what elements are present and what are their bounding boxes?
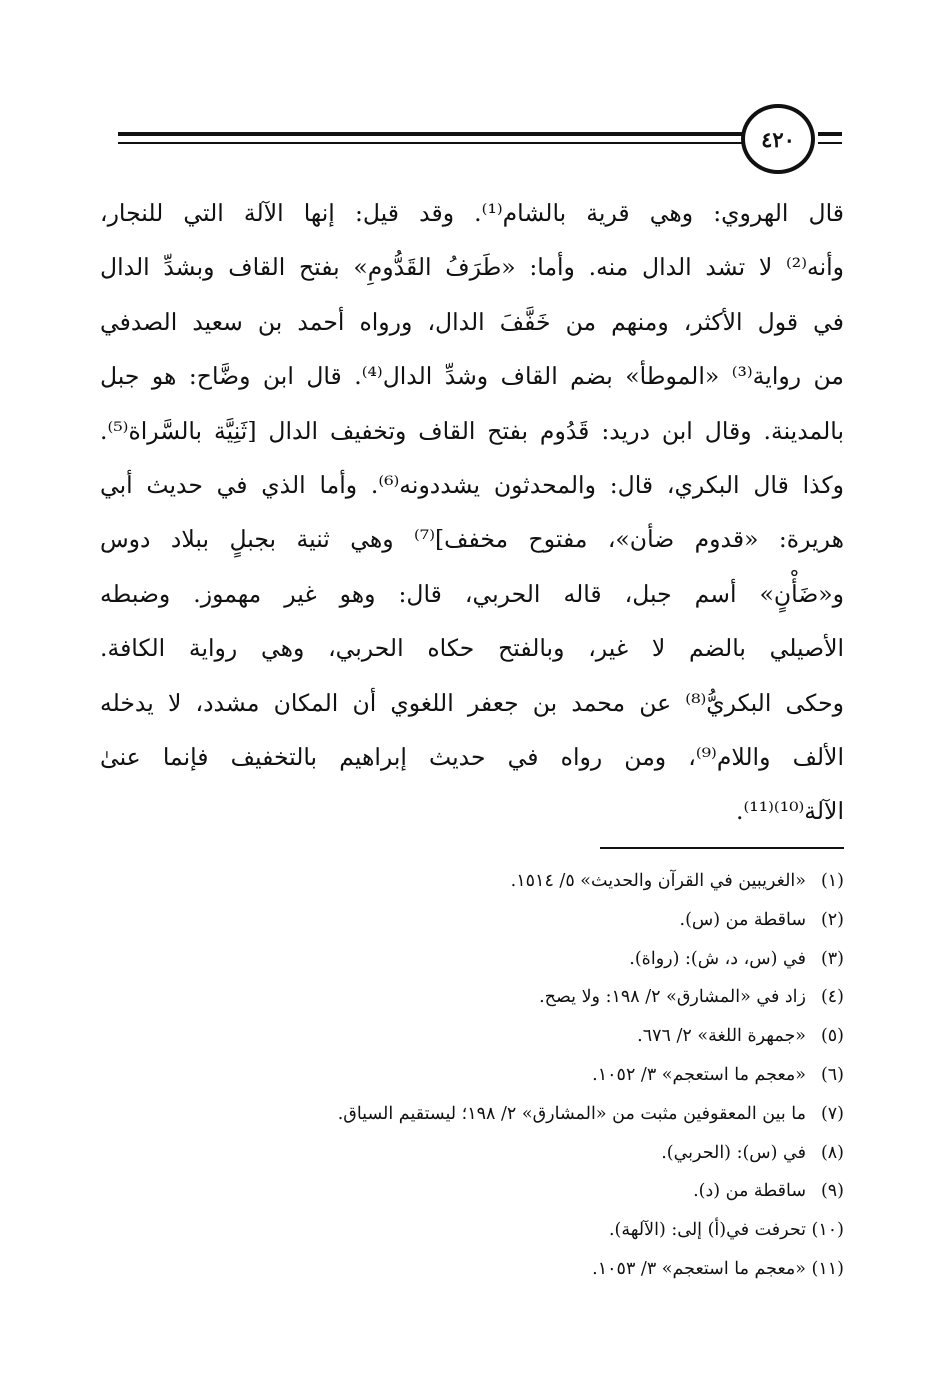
text-line: و«ضَأْنٍ» أسم جبل، قاله الحربي، قال: وهو غير مهموز. وضبطه	[100, 579, 844, 608]
footnote-text: ساقطة من (س).	[679, 909, 806, 930]
text-line: وأنه⁽²⁾ لا تشد الدال منه. وأما: «طَرَفُ القَدُّومِ» بفتح القاف وبشدِّ الدال	[100, 253, 844, 282]
text-line: وحكى البكريُّ⁽⁸⁾ عن محمد بن جعفر اللغوي أن المكان مشدد، لا يدخله	[100, 688, 844, 717]
page-number-badge	[741, 104, 815, 174]
footnote-text: في (س، د، ش): (رواة).	[629, 948, 806, 969]
footnote-number: (٧)	[820, 1103, 844, 1124]
footnote-text: في (س): (الحربي).	[661, 1142, 806, 1163]
footnote-number: (٩)	[820, 1181, 844, 1202]
main-text	[100, 186, 844, 839]
footnote-number: (٤)	[820, 987, 844, 1008]
footnote-item	[240, 1250, 844, 1289]
page-number: ٤٢٠	[761, 126, 795, 152]
footnote-text: «معجم ما استعجم» ٣/ ١٠٥٣.	[592, 1258, 806, 1279]
text-line: وكذا قال البكري، قال: والمحدثون يشددونه⁽⁶⁾. وأما الذي في حديث أبي	[100, 470, 844, 499]
text-line: الألف واللام⁽⁹⁾، ومن رواه في حديث إبراهيم بالتخفيف فإنما عنىٰ	[100, 742, 844, 771]
footnote-item	[240, 1211, 844, 1250]
text-line: بالمدينة. وقال ابن دريد: قَدُوم بفتح القاف وتخفيف الدال [ثَنِيَّة بالسَّراة⁽⁵⁾.	[100, 416, 844, 445]
text-line: قال الهروي: وهي قرية بالشام⁽¹⁾. وقد قيل: إنها الآلة التي للنجار،	[100, 199, 844, 227]
footnote-item	[240, 1172, 844, 1211]
footnote-number: (٦)	[820, 1064, 844, 1085]
footnote-text: ساقطة من (د).	[693, 1181, 806, 1202]
footnote-text: زاد في «المشارق» ٢/ ١٩٨: ولا يصح.	[539, 987, 806, 1008]
footnote-text: «الغريبين في القرآن والحديث» ٥/ ١٥١٤.	[510, 871, 806, 891]
header-rule-thick	[118, 132, 748, 136]
footnote-text: «معجم ما استعجم» ٣/ ١٠٥٢.	[592, 1064, 806, 1085]
header-rule-tail-thick	[818, 132, 842, 136]
footnote-number: (١٠)	[811, 1220, 844, 1241]
footnote-number: (٥)	[820, 1026, 844, 1047]
footnote-text: «جمهرة اللغة» ٢/ ٦٧٦.	[637, 1026, 806, 1047]
footnote-number: (٨)	[820, 1142, 844, 1163]
header-rule-thin	[118, 142, 748, 144]
footnote-number: (٢)	[820, 909, 844, 930]
footnote-text: ما بين المعقوفين مثبت من «المشارق» ٢/ ١٩٨؛ ليستقيم السياق.	[337, 1103, 806, 1124]
footnote-item	[240, 1017, 844, 1056]
text-line: في قول الأكثر، ومنهم من خَفَّفَ الدال، ورواه أحمد بن سعيد الصدفي	[100, 307, 844, 336]
footnote-item	[240, 978, 844, 1017]
footnote-text: تحرفت في(أ) إلى: (الآلهة).	[608, 1220, 806, 1241]
footnote-item	[240, 1056, 844, 1095]
footnote-item	[240, 940, 844, 979]
text-line: الأصيلي بالضم لا غير، وبالفتح حكاه الحربي، وهي رواية الكافة.	[100, 634, 844, 663]
footnote-item	[240, 1095, 844, 1134]
footnote-separator	[600, 847, 844, 849]
text-line: من رواية⁽³⁾ «الموطأ» بضم القاف وشدِّ الدال⁽⁴⁾. قال ابن وضَّاح: هو جبل	[100, 362, 844, 391]
footnote-item	[240, 1134, 844, 1173]
footnote-number: (١)	[820, 871, 844, 891]
footnote-item	[240, 901, 844, 940]
text-line: الآلة⁽¹⁰⁾⁽¹¹⁾.	[736, 797, 844, 826]
footnote-number: (٣)	[820, 948, 844, 969]
header-rule-tail-thin	[818, 142, 842, 144]
footnote-item	[240, 862, 844, 901]
footnote-number: (١١)	[811, 1258, 844, 1279]
footnotes	[240, 862, 844, 1289]
text-line: هريرة: «قدوم ضأن»، مفتوح مخفف]⁽⁷⁾ وهي ثنية بجبلٍ ببلاد دوس	[100, 525, 844, 554]
